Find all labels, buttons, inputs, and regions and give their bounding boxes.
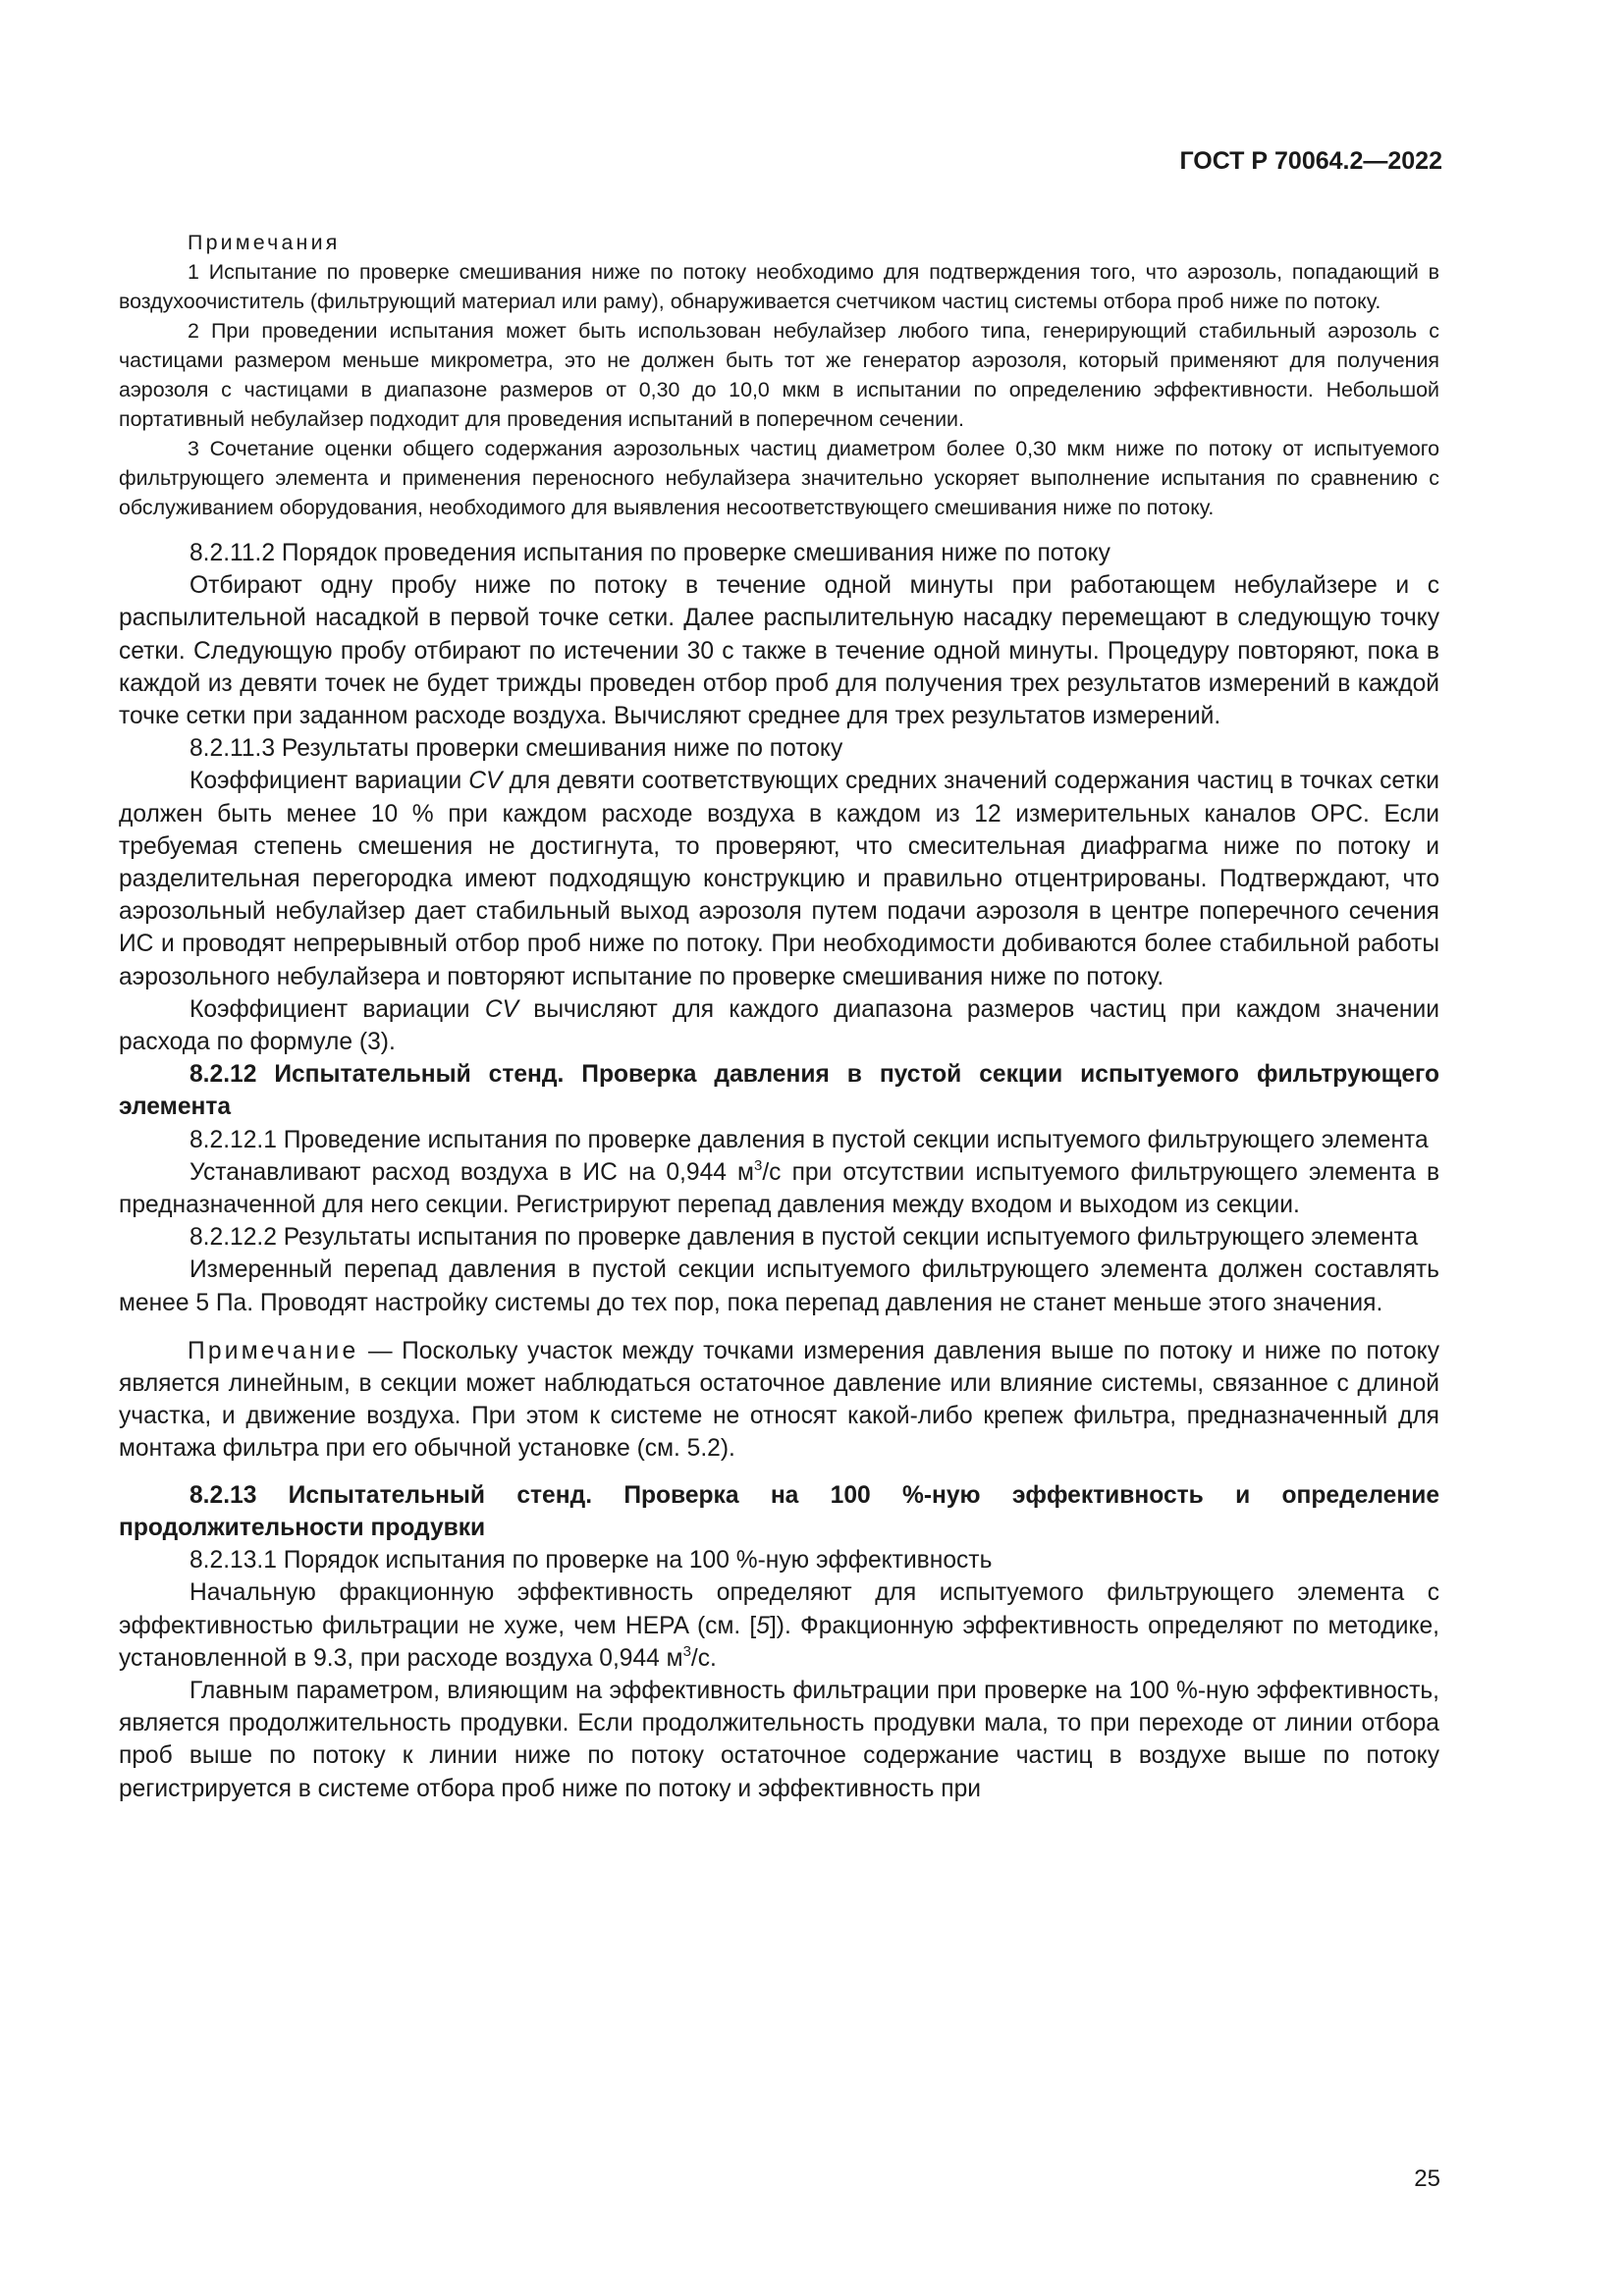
section-8-2-12-2-text: Измеренный перепад давления в пустой секции испытуемого фильтрующего элемента должен составлять менее 5 Па. Проводят настройку системы до тех пор, пока перепад давления не станет меньше этого значения.: [119, 1256, 1439, 1316]
cv-symbol: CV: [484, 995, 518, 1023]
section-8-2-13-1-paragraph-1: Начальную фракционную эффективность определяют для испытуемого фильтрующего элемента с эффективностью фильтрации не хуже, чем HEPA (см. [5]). Фракционную эффективность определяют по методике, установленной в 9.3, при расходе воздуха 0,944 $м^3/с$.: [119, 1579, 1439, 1672]
section-8-2-11-2-text: Отбирают одну пробу ниже по потоку в течение одной минуты при работающем небулайзере и с распылительной насадкой в первой точке сетки. Далее распылительную насадку перемещают в следующую точку сетки. Следующую пробу отбирают по истечении 30 с также в течение одной минуты. Процедуру повторяют, пока в каждой из девяти точек не будет трижды проведен отбор проб для получения трех результатов измерений в каждой точке сетки при заданном расходе воздуха. Вычисляют среднее для трех результатов измерений.: [119, 572, 1439, 730]
cv-symbol: CV: [468, 768, 503, 795]
main-body: [119, 537, 1439, 1805]
page-content: [119, 228, 1439, 1805]
section-8-2-13-1-paragraph-2: Главным параметром, влияющим на эффективность фильтрации при проверке на 100 %-ную эффективность, является продолжительность продувки. Если продолжительность продувки мала, то при переходе от линии отбора проб выше по потоку к линии ниже по потоку остаточное содержание частиц в воздухе выше по потоку регистрируется в системе отбора проб ниже по потоку и эффективность при: [119, 1677, 1439, 1802]
section-8-2-12-heading: 8.2.12 Испытательный стенд. Проверка давления в пустой секции испытуемого фильтрующего элемента: [119, 1061, 1439, 1121]
page-number: 25: [1414, 2165, 1440, 2192]
section-8-2-13-heading: 8.2.13 Испытательный стенд. Проверка на 100 %-ную эффективность и определение продолжительности продувки: [119, 1481, 1439, 1541]
section-8-2-12-1-text: Устанавливают расход воздуха в ИС на 0,944 $м^3/с$ при отсутствии испытуемого фильтрующего элемента в предназначенной для него секции. Регистрируют перепад давления между входом и выходом из секции.: [119, 1156, 1440, 1219]
section-8-2-11-2-heading: 8.2.11.2 Порядок проведения испытания по проверке смешивания ниже по потоку: [189, 540, 1110, 566]
section-8-2-11-3-paragraph-2: Коэффициент вариации CV вычисляют для каждого диапазона размеров частиц при каждом значении расхода по формуле (3).: [119, 995, 1439, 1056]
notes-block: [119, 228, 1439, 522]
section-8-2-12-2-heading: 8.2.12.2 Результаты испытания по проверке давления в пустой секции испытуемого фильтрующего элемента: [189, 1224, 1419, 1252]
pressure-note: Примечание — Поскольку участок между точками измерения давления выше по потоку и ниже по потоку является линейным, в секции может наблюдаться остаточное давление или влияние системы, связанное с длиной участка, и движение воздуха. При этом к системе не относят какой-либо крепеж фильтра, предназначенный для монтажа фильтра при его обычной установке (см. 5.2).: [119, 1337, 1439, 1463]
section-8-2-13-1-heading: 8.2.13.1 Порядок испытания по проверке на 100 %-ную эффективность: [189, 1547, 993, 1575]
note-3: 3 Сочетание оценки общего содержания аэрозольных частиц диаметром более 0,30 мкм ниже по потоку от испытуемого фильтрующего элемента и применения переносного небулайзера значительно ускоряет выполнение испытания по сравнению с обслуживанием оборудования, необходимого для выявления несоответствующего смешивания ниже по потоку.: [119, 437, 1439, 519]
section-8-2-11-3-paragraph-1: Коэффициент вариации CV для девяти соответствующих средних значений содержания частиц в точках сетки должен быть менее 10 % при каждом расходе воздуха в каждом из 12 измерительных каналов OPC. Если требуемая степень смешения не достигнута, то проверяют, что смесительная диафрагма ниже по потоку и разделительная перегородка имеют подходящую конструкцию и правильно отцентрированы. Подтверждают, что аэрозольный небулайзер дает стабильный выход аэрозоля путем подачи аэрозоля в центре поперечного сечения ИС и проводят непрерывный отбор проб ниже по потоку. При необходимости добиваются более стабильной работы аэрозольного небулайзера и повторяют испытание по проверке смешивания ниже по потоку.: [119, 768, 1439, 990]
section-8-2-11-3-heading: 8.2.11.3 Результаты проверки смешивания ниже по потоку: [189, 735, 843, 763]
document-header: ГОСТ Р 70064.2—2022: [1179, 147, 1442, 175]
reference-number: 5: [756, 1612, 770, 1639]
section-8-2-12-1-heading: 8.2.12.1 Проведение испытания по проверке давления в пустой секции испытуемого фильтрующего элемента: [189, 1126, 1429, 1153]
note-1: 1 Испытание по проверке смешивания ниже по потоку необходимо для подтверждения того, что аэрозоль, попадающий в воздухоочиститель (фильтрующий материал или раму), обнаруживается счетчиком частиц системы отбора проб ниже по потоку.: [119, 260, 1439, 313]
notes-title: Примечания: [188, 231, 341, 254]
note-2: 2 При проведении испытания может быть использован небулайзер любого типа, генерирующий стабильный аэрозоль с частицами размером меньше микрометра, это не должен быть тот же генератор аэрозоля, который применяют для получения аэрозоля с частицами в диапазоне размеров от 0,30 до 10,0 мкм в испытании по определению эффективности. Небольшой портативный небулайзер подходит для проведения испытаний в поперечном сечении.: [119, 319, 1439, 431]
note-label: Примечание: [188, 1337, 359, 1364]
